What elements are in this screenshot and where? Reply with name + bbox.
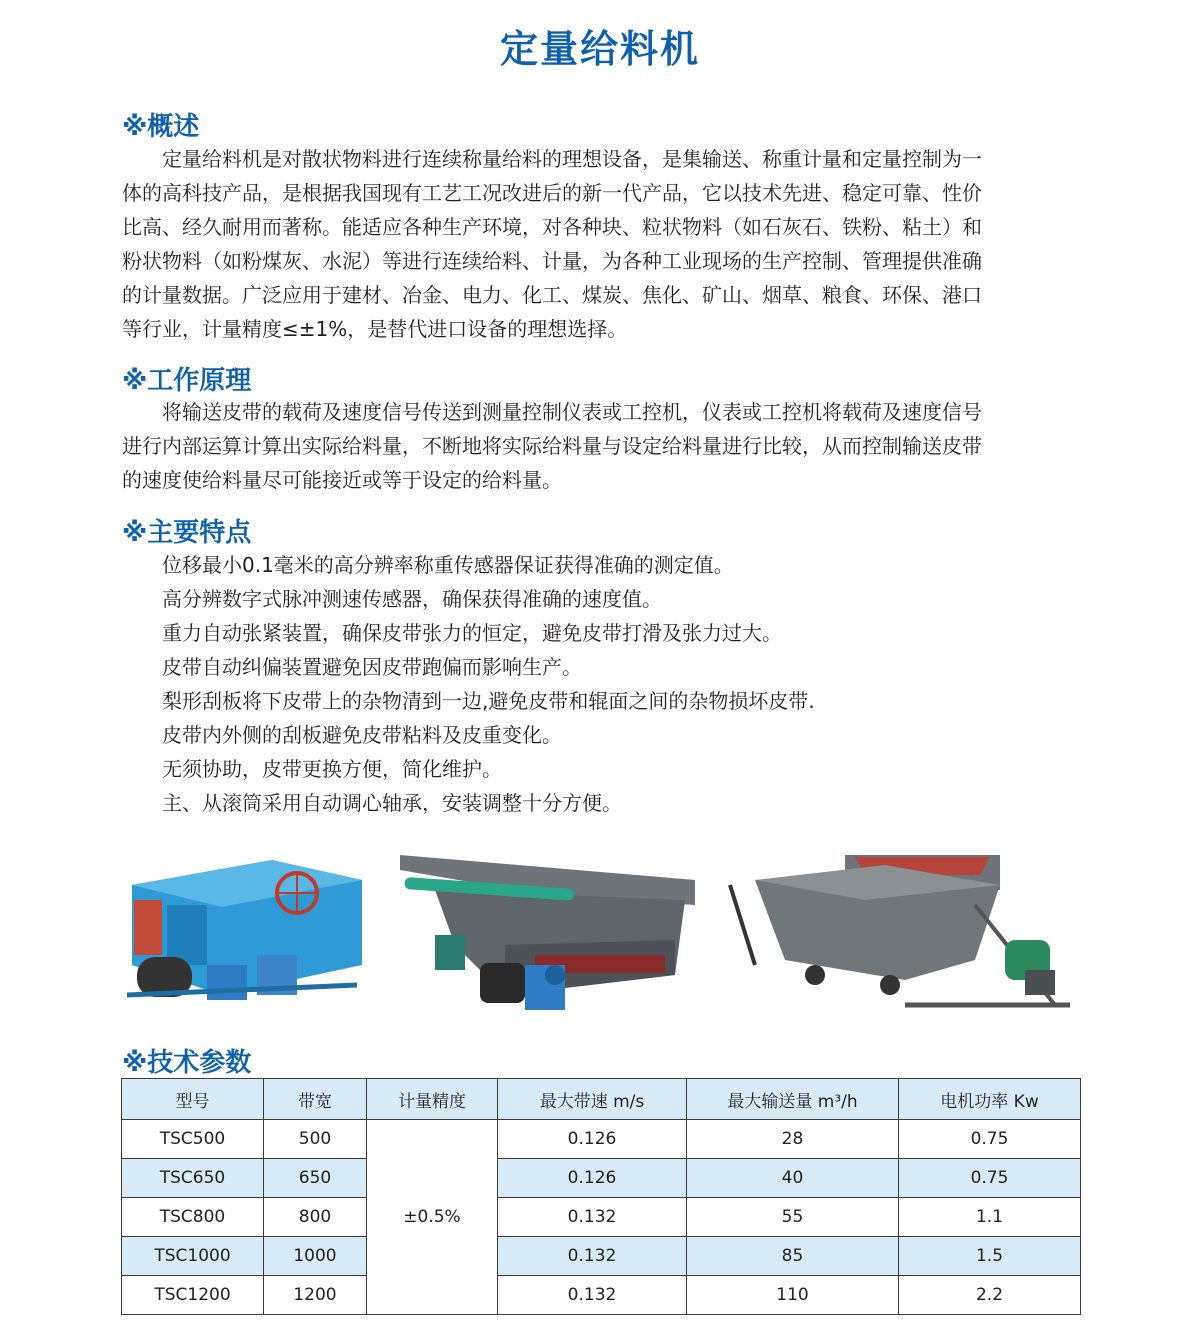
- overview-line: 等行业，计量精度≤±1%，是替代进口设备的理想选择。: [122, 317, 628, 341]
- column-header: 带宽: [264, 1079, 367, 1120]
- speed-cell: 0.126: [498, 1120, 687, 1159]
- overview-heading: ※概述: [122, 112, 200, 142]
- power-cell: 0.75: [899, 1159, 1081, 1198]
- product-photo-blue-feeder: [122, 845, 367, 1030]
- table-row: [122, 1237, 1081, 1276]
- feature-item: 皮带内外侧的刮板避免皮带粘料及皮重变化。: [162, 723, 562, 747]
- page-title: 定量给料机: [499, 27, 700, 71]
- specs-heading: ※技术参数: [122, 1048, 252, 1078]
- features-list: [162, 548, 815, 820]
- capacity-cell: 85: [687, 1237, 899, 1276]
- speed-cell: 0.132: [498, 1198, 687, 1237]
- overview-line: 比高、经久耐用而著称。能适应各种生产环境，对各种块、粒状物料（如石灰石、铁粉、粘土）和: [122, 215, 982, 239]
- power-cell: 2.2: [899, 1276, 1081, 1315]
- overview-line: 体的高科技产品，是根据我国现有工艺工况改进后的新一代产品，它以技术先进、稳定可靠、性价: [122, 181, 982, 205]
- product-photo-gray-feeder: [395, 845, 700, 1030]
- model-cell: TSC1000: [122, 1237, 264, 1276]
- overview-line: 定量给料机是对散状物料进行连续称量给料的理想设备，是集输送、称重计量和定量控制为一: [162, 147, 982, 171]
- principle-heading: ※工作原理: [122, 366, 252, 396]
- model-cell: TSC500: [122, 1120, 264, 1159]
- feature-item: 梨形刮板将下皮带上的杂物清到一边,避免皮带和辊面之间的杂物损坏皮带.: [162, 689, 815, 713]
- width-cell: 1200: [264, 1276, 367, 1315]
- speed-cell: 0.132: [498, 1276, 687, 1315]
- table-row: [122, 1159, 1081, 1198]
- power-cell: 0.75: [899, 1120, 1081, 1159]
- table-row: [122, 1198, 1081, 1237]
- principle-line: 将输送皮带的载荷及速度信号传送到测量控制仪表或工控机，仪表或工控机将载荷及速度信号: [162, 400, 982, 424]
- overview-line: 的计量数据。广泛应用于建材、冶金、电力、化工、煤炭、焦化、矿山、烟草、粮食、环保、港口: [122, 283, 982, 307]
- model-cell: TSC800: [122, 1198, 264, 1237]
- product-photo-reciprocating-feeder: [725, 845, 1080, 1030]
- speed-cell: 0.126: [498, 1159, 687, 1198]
- column-header: 最大带速 m/s: [498, 1079, 687, 1120]
- precision-cell: ±0.5%: [367, 1120, 498, 1315]
- model-cell: TSC650: [122, 1159, 264, 1198]
- features-heading: ※主要特点: [122, 518, 252, 548]
- power-cell: 1.1: [899, 1198, 1081, 1237]
- width-cell: 1000: [264, 1237, 367, 1276]
- overview-line: 粉状物料（如粉煤灰、水泥）等进行连续给料、计量，为各种工业现场的生产控制、管理提供准确: [122, 249, 982, 273]
- column-header: 电机功率 Kw: [899, 1079, 1081, 1120]
- width-cell: 650: [264, 1159, 367, 1198]
- feature-item: 高分辨数字式脉冲测速传感器，确保获得准确的速度值。: [162, 587, 662, 611]
- width-cell: 800: [264, 1198, 367, 1237]
- capacity-cell: 55: [687, 1198, 899, 1237]
- power-cell: 1.5: [899, 1237, 1081, 1276]
- width-cell: 500: [264, 1120, 367, 1159]
- principle-paragraph: [122, 395, 1080, 497]
- column-header: 型号: [122, 1079, 264, 1120]
- feature-item: 位移最小0.1毫米的高分辨率称重传感器保证获得准确的测定值。: [162, 553, 734, 577]
- principle-line: 进行内部运算计算出实际给料量，不断地将实际给料量与设定给料量进行比较，从而控制输送皮带: [122, 434, 982, 458]
- capacity-cell: 28: [687, 1120, 899, 1159]
- capacity-cell: 40: [687, 1159, 899, 1198]
- feature-item: 皮带自动纠偏装置避免因皮带跑偏而影响生产。: [162, 655, 582, 679]
- table-row: [122, 1276, 1081, 1315]
- model-cell: TSC1200: [122, 1276, 264, 1315]
- table-header-row: [122, 1079, 1081, 1120]
- principle-line: 的速度使给料量尽可能接近或等于设定的给料量。: [122, 468, 562, 492]
- feature-item: 无须协助，皮带更换方便，简化维护。: [162, 757, 502, 781]
- overview-paragraph: [122, 142, 1080, 346]
- column-header: 计量精度: [367, 1079, 498, 1120]
- column-header: 最大输送量 m³/h: [687, 1079, 899, 1120]
- feature-item: 主、从滚筒采用自动调心轴承，安装调整十分方便。: [162, 791, 622, 815]
- specs-table: [121, 1078, 1081, 1315]
- capacity-cell: 110: [687, 1276, 899, 1315]
- speed-cell: 0.132: [498, 1237, 687, 1276]
- table-row: [122, 1120, 1081, 1159]
- feature-item: 重力自动张紧装置，确保皮带张力的恒定，避免皮带打滑及张力过大。: [162, 621, 782, 645]
